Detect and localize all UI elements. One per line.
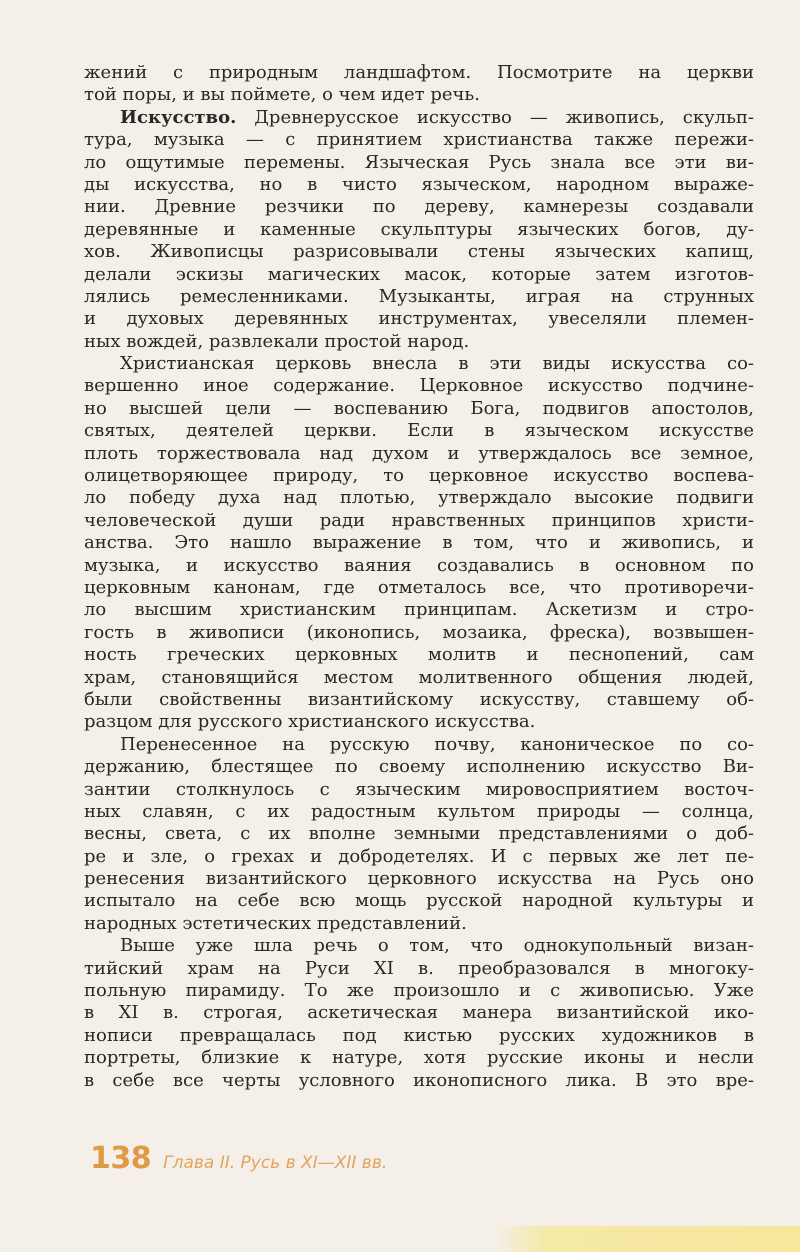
text-line: делали эскизы магических масок, которые затем изготов- — [84, 263, 754, 285]
paragraph-painting — [84, 935, 754, 1092]
text-line — [84, 107, 754, 129]
text-line: нии. Древние резчики по дереву, камнерезы создавали — [84, 196, 754, 218]
text-line: ло высшим христианским принципам. Аскетизм и стро- — [84, 599, 754, 621]
text-line: жений с природным ландшафтом. Посмотрите на церкви — [84, 62, 754, 83]
text-line: деревянные и каменные скульптуры языческих богов, ду- — [84, 218, 754, 240]
text-line: ды искусства, но в чисто языческом, народном выраже- — [84, 173, 754, 195]
text-line: были свойственны византийскому искусству, ставшему об- — [84, 688, 754, 710]
text-line: держанию, блестящее по своему исполнению искусство Ви- — [84, 756, 754, 778]
text-line: польную пирамиду. То же произошло и с живописью. Уже — [84, 980, 754, 1002]
text-line: ло ощутимые перемены. Языческая Русь знала все эти ви- — [84, 151, 754, 173]
text-line: церковным канонам, где отметалось все, что противоречи- — [84, 576, 754, 598]
text-line: плоть торжествовала над духом и утверждалось все земное, — [84, 442, 754, 464]
text-line: тийский храм на Руси XI в. преобразовался в многоку- — [84, 957, 754, 979]
page-footer — [90, 1141, 387, 1176]
paragraph-church — [84, 353, 754, 734]
text-line: в себе все черты условного иконописного лика. В это вре- — [84, 1069, 754, 1091]
text-line: Христианская церковь внесла в эти виды искусства со- — [120, 353, 754, 375]
text-line: ность греческих церковных молитв и песнопений, сам — [84, 644, 754, 666]
text-line: ных вождей, развлекали простой народ. — [84, 330, 470, 352]
text-line: тура, музыка — с принятием христианства также пережи- — [84, 129, 754, 151]
text-line: весны, света, с их вполне земными представлениями о доб- — [84, 823, 754, 845]
page-number: 138 — [90, 1141, 152, 1176]
text-line: музыка, и искусство ваяния создавались в основном по — [84, 554, 754, 576]
text-line: олицетворяющее природу, то церковное искусство воспева- — [84, 465, 754, 487]
text-line: вершенно иное содержание. Церковное искусство подчине- — [84, 375, 754, 397]
text-line: в XI в. строгая, аскетическая манера византийской ико- — [84, 1002, 754, 1024]
text-line: Перенесенное на русскую почву, каноническое по со- — [120, 733, 754, 755]
text-line: испытало на себе всю мощь русской народной культуры и — [84, 890, 754, 912]
text-line: зантии столкнулось с языческим мировосприятием восточ- — [84, 778, 754, 800]
text-line: ло победу духа над плотью, утверждало высокие подвиги — [84, 487, 754, 509]
paragraph-byzantium — [84, 734, 754, 936]
text-line: ных славян, с их радостным культом природы — солнца, — [84, 800, 754, 822]
text-line: нописи превращалась под кистью русских художников в — [84, 1024, 754, 1046]
text-line: портреты, близкие к натуре, хотя русские иконы и несли — [84, 1047, 754, 1069]
body-text — [84, 62, 754, 1092]
text-line: Выше уже шла речь о том, что однокупольный визан- — [120, 935, 754, 957]
page-edge-strip — [0, 1226, 800, 1252]
text-line: лялись ремесленниками. Музыканты, играя на струнных — [84, 285, 754, 307]
running-chapter-title: Глава II. Русь в XI—XII вв. — [163, 1153, 388, 1173]
text-line: но высшей цели — воспеванию Бога, подвигов апостолов, — [84, 397, 754, 419]
text-line: той поры, и вы поймете, о чем идет речь. — [84, 84, 480, 106]
text-line: ренесения византийского церковного искусства на Русь оно — [84, 868, 754, 890]
text-line: гость в живописи (иконопись, мозаика, фреска), возвышен- — [84, 621, 754, 643]
text-line: человеческой души ради нравственных принципов христи- — [84, 509, 754, 531]
text-fragment: Древнерусское искусство — живопись, скульп- — [254, 106, 754, 128]
text-line: народных эстетических представлений. — [84, 912, 467, 934]
section-heading: Искусство. — [120, 106, 237, 128]
text-line: и духовых деревянных инструментах, увеселяли племен- — [84, 308, 754, 330]
text-line: анства. Это нашло выражение в том, что и живопись, и — [84, 532, 754, 554]
paragraph-art — [84, 107, 754, 353]
text-line: храм, становящийся местом молитвенного общения людей, — [84, 666, 754, 688]
text-line: разцом для русского христианского искусства. — [84, 711, 536, 733]
text-line: хов. Живописцы разрисовывали стены языческих капищ, — [84, 241, 754, 263]
text-line: святых, деятелей церкви. Если в языческом искусстве — [84, 420, 754, 442]
paragraph-continuation — [84, 62, 754, 107]
text-line: ре и зле, о грехах и добродетелях. И с первых же лет пе- — [84, 845, 754, 867]
